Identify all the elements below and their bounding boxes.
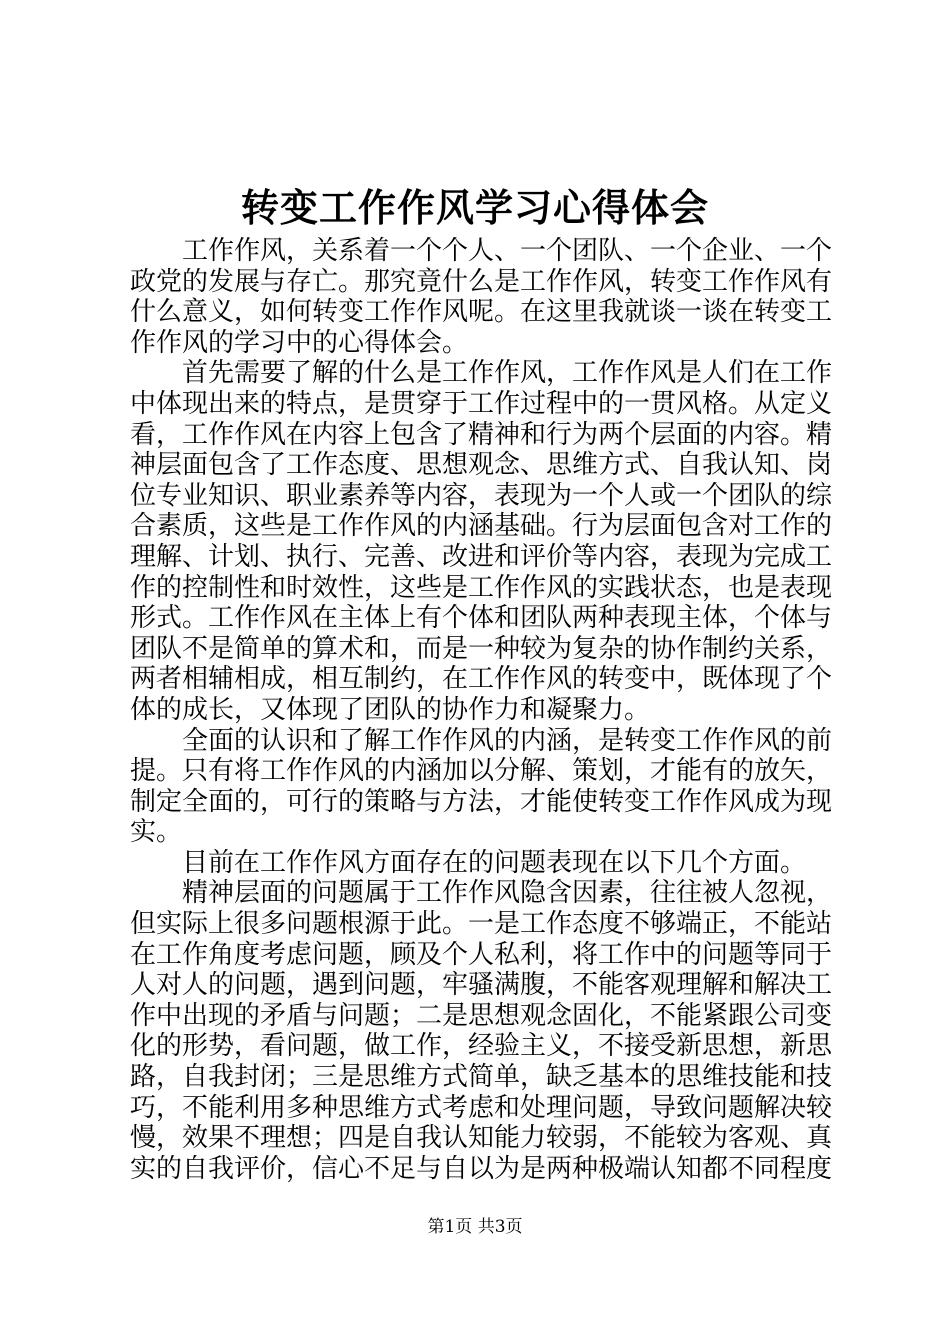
document-title: 转变工作作风学习心得体会 [240, 185, 709, 230]
paragraph-5: 精神层面的问题属于工作作风隐含因素，往往被人忽视，但实际上很多问题根源于此。一是工作态度不够端正，不能站在工作角度考虑问题，顾及个人私利，将工作中的问题等同于人对人的问题，遇到问题，牢骚满腹，不能客观理解和解决工作中出现的矛盾与问题；二是思想观念固化，不能紧跟公司变化的形势，看问题，做工作，经验主义，不接受新思想，新思路，自我封闭；三是思维方式简单，缺乏基本的思维技能和技巧，不能利用多种思维方式考虑和处理问题，导致问题解决较慢，效果不理想；四是自我认知能力较弱，不能较为客观、真实的自我评价，信心不足与自以为是两种极端认知都不同程度 [130, 878, 833, 1184]
document-body [130, 236, 832, 1184]
paragraph-3: 全面的认识和了解工作作风的内涵，是转变工作作风的前提。只有将工作作风的内涵加以分解、策划，才能有的放矢，制定全面的，可行的策略与方法，才能使转变工作作风成为现实。 [130, 725, 833, 848]
page-number-footer: 第1页 共3页 [427, 1217, 523, 1237]
paragraph-2: 首先需要了解的什么是工作作风，工作作风是人们在工作中体现出来的特点，是贯穿于工作过程中的一贯风格。从定义看，工作作风在内容上包含了精神和行为两个层面的内容。精神层面包含了工作态度、思想观念、思维方式、自我认知、岗位专业知识、职业素养等内容，表现为一个人或一个团队的综合素质，这些是工作作风的内涵基础。行为层面包含对工作的理解、计划、执行、完善、改进和评价等内容，表现为完成工作的控制性和时效性，这些是工作作风的实践状态，也是表现形式。工作作风在主体上有个体和团队两种表现主体，个体与团队不是简单的算术和，而是一种较为复杂的协作制约关系，两者相辅相成，相互制约，在工作作风的转变中，既体现了个体的成长，又体现了团队的协作力和凝聚力。 [130, 358, 833, 725]
paragraph-4: 目前在工作作风方面存在的问题表现在以下几个方面。 [182, 847, 807, 878]
paragraph-1: 工作作风，关系着一个个人、一个团队、一个企业、一个政党的发展与存亡。那究竟什么是工作作风，转变工作作风有什么意义，如何转变工作作风呢。在这里我就谈一谈在转变工作作风的学习中的心得体会。 [130, 236, 833, 358]
